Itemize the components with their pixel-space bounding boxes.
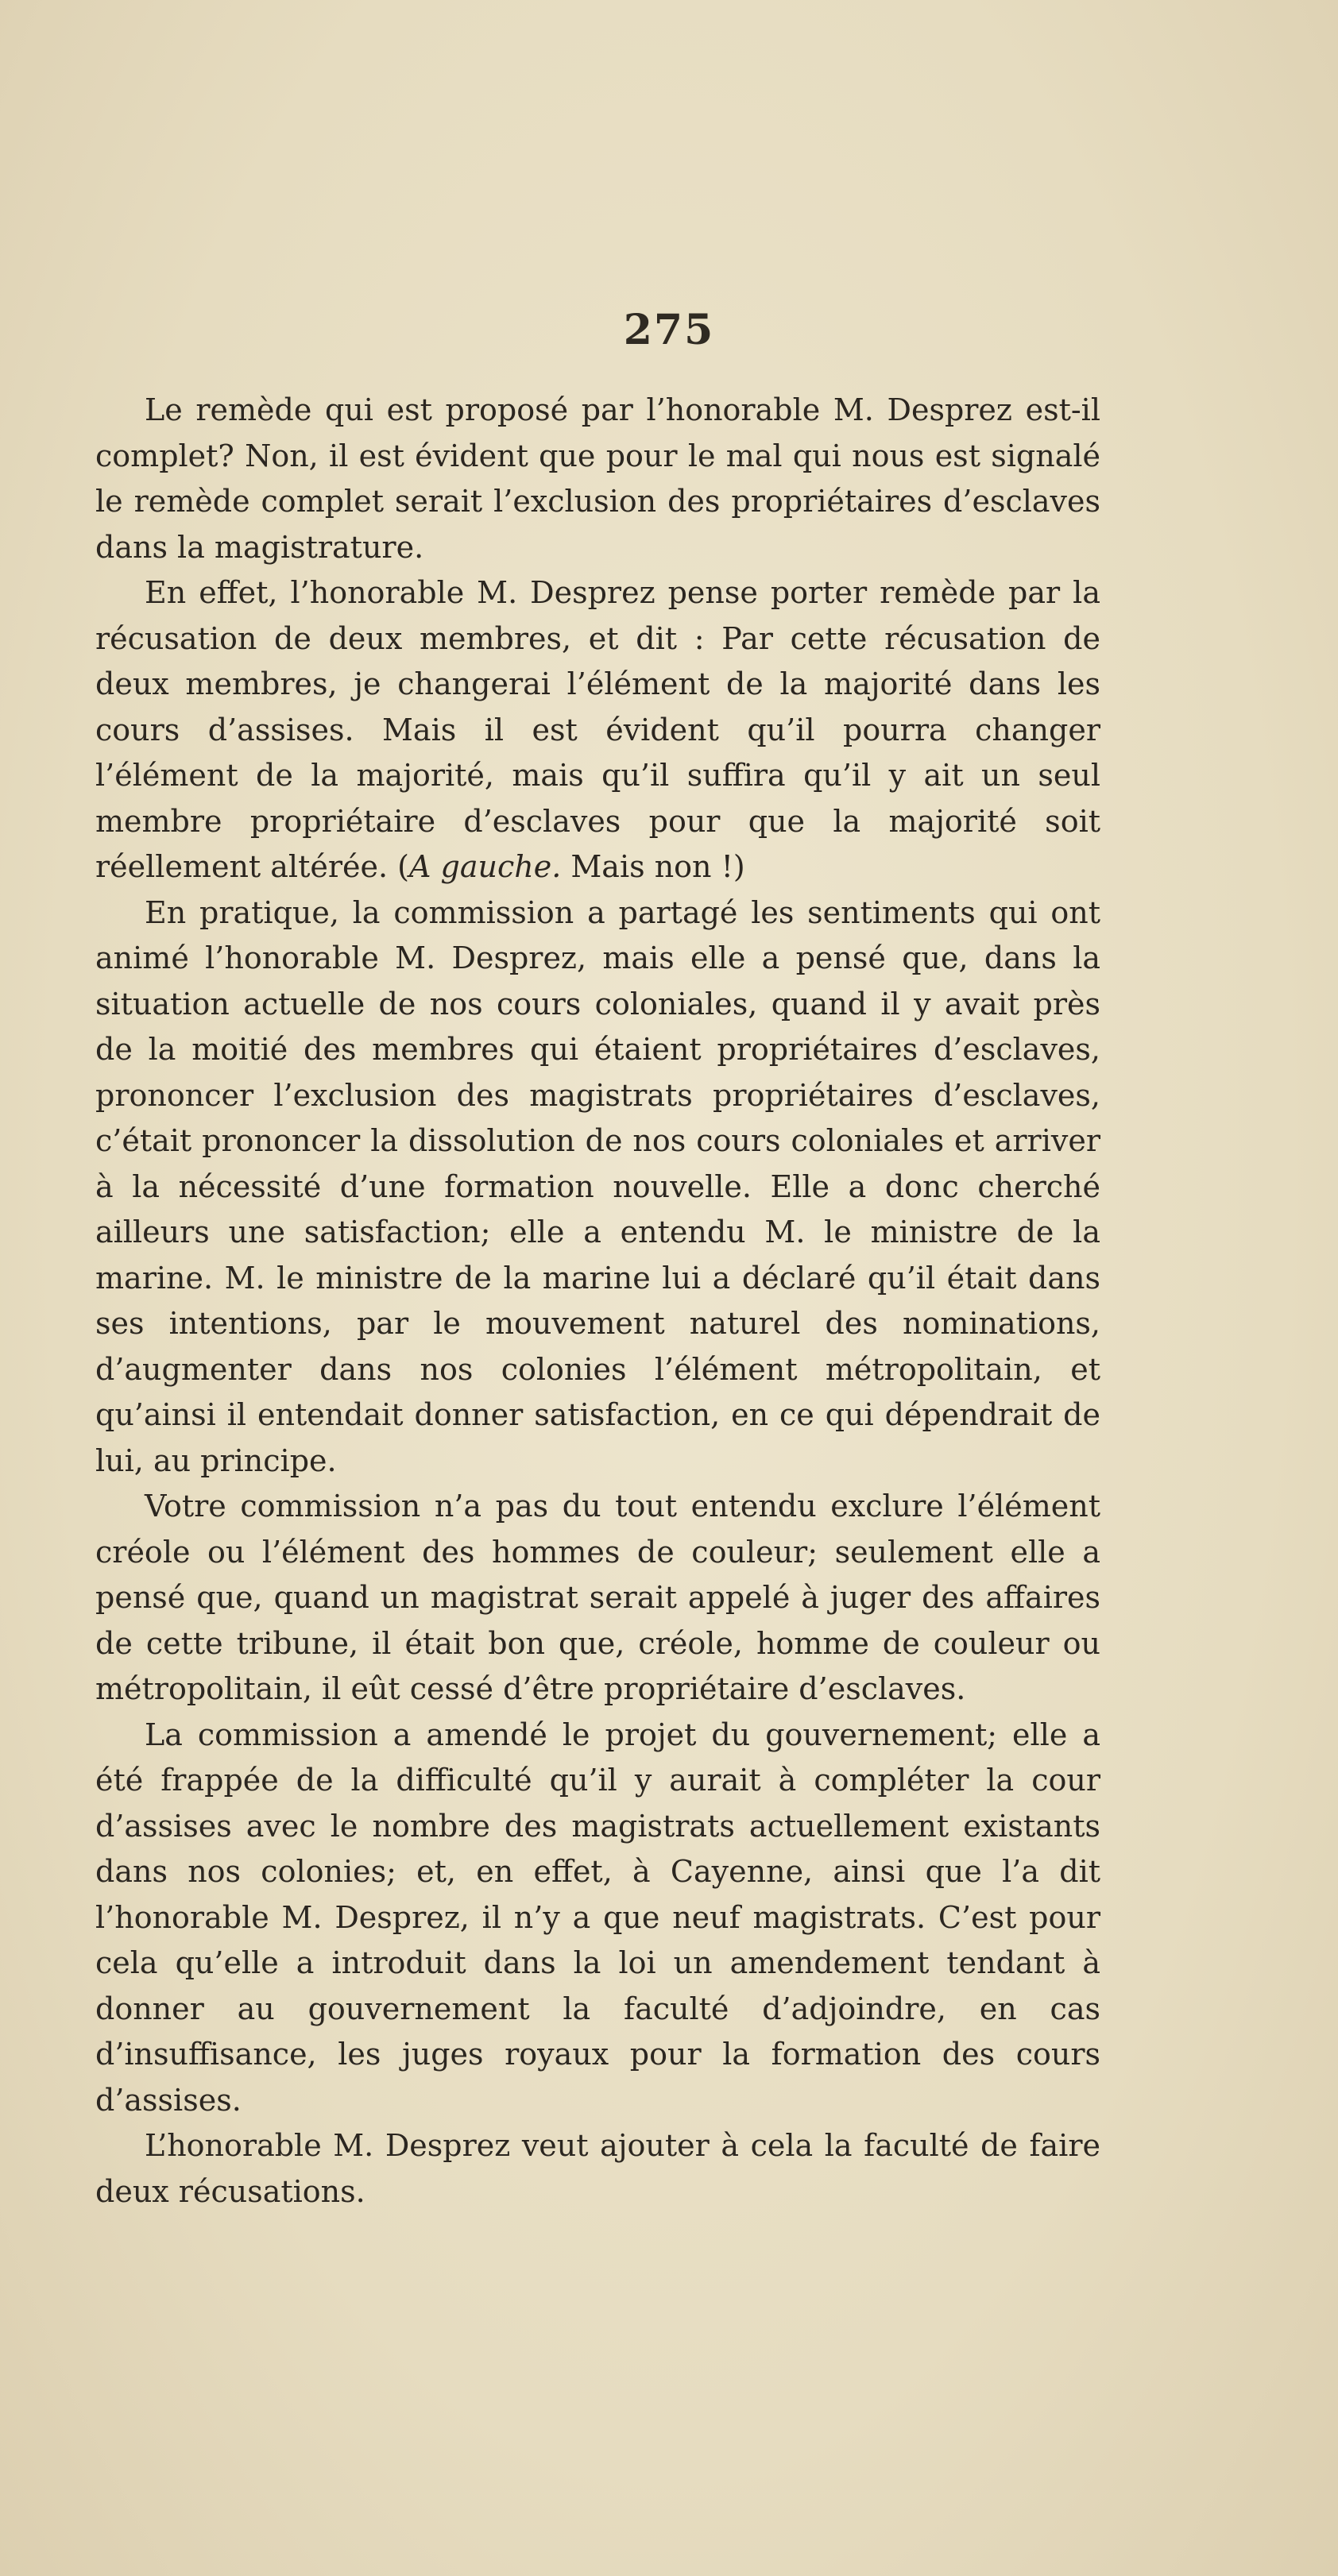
paragraph-6: L’honorable M. Desprez veut ajouter à cela la faculté de faire deux récusations.: [95, 2128, 1100, 2209]
interjection-italic: A gauche.: [409, 849, 562, 884]
page-number: 275: [623, 306, 715, 354]
paragraph-1: Le remède qui est proposé par l’honorable M. Desprez est-il complet? Non, il est évident que pour le mal qui nous est signalé le remède complet serait l’exclusion des propriétaires d’esclaves dans la magistrature.: [95, 392, 1100, 565]
interjection-rest: Mais non !): [561, 849, 745, 884]
paragraph-5: La commission a amendé le projet du gouvernement; elle a été frappée de la difficulté qu’il y aurait à compléter la cour d’assises avec le nombre des magistrats actuellement existants dans nos colonies; et, en effet, à Cayenne, ainsi que l’a dit l’honorable M. Desprez, il n’y a que neuf magistrats. C’est pour cela qu’elle a introduit dans la loi un amendement tendant à donner au gouvernement la faculté d’adjoindre, en cas d’insuffisance, les juges royaux pour la formation des cours d’assises.: [95, 1717, 1100, 2118]
paragraph-2: [95, 570, 1100, 890]
body-text: [95, 388, 1100, 2215]
paragraph-2-text: En effet, l’honorable M. Desprez pense porter remède par la récusation de deux membres, et dit : Par cette récusation de deux membres, je changerai l’élément de la majorité dans les cours d’assises. Mais il est évident qu’il pourra changer l’élément de la majorité, mais qu’il suffira qu’il y ait un seul membre propriétaire d’esclaves pour que la majorité soit réellement altérée.: [95, 575, 1100, 884]
paragraph-3: En pratique, la commission a partagé les sentiments qui ont animé l’honorable M. Desprez, mais elle a pensé que, dans la situation actuelle de nos cours coloniales, quand il y avait près de la moitié des membres qui étaient propriétaires d’esclaves, prononcer l’exclusion des magistrats propriétaires d’esclaves, c’était prononcer la dissolution de nos cours coloniales et arriver à la nécessité d’une formation nouvelle. Elle a donc cherché ailleurs une satisfaction; elle a entendu M. le ministre de la marine. M. le ministre de la marine lui a déclaré qu’il était dans ses intentions, par le mouvement naturel des nominations, d’augmenter dans nos colonies l’élément métropolitain, et qu’ainsi il entendait donner satisfaction, en ce qui dépendrait de lui, au principe.: [95, 894, 1100, 1478]
paragraph-4: Votre commission n’a pas du tout entendu exclure l’élément créole ou l’élément des hommes de couleur; seulement elle a pensé que, quand un magistrat serait appelé à juger des affaires de cette tribune, il était bon que, créole, homme de couleur ou métropolitain, il eût cessé d’être propriétaire d’esclaves.: [95, 1489, 1100, 1706]
interjection-open: (: [397, 849, 409, 884]
